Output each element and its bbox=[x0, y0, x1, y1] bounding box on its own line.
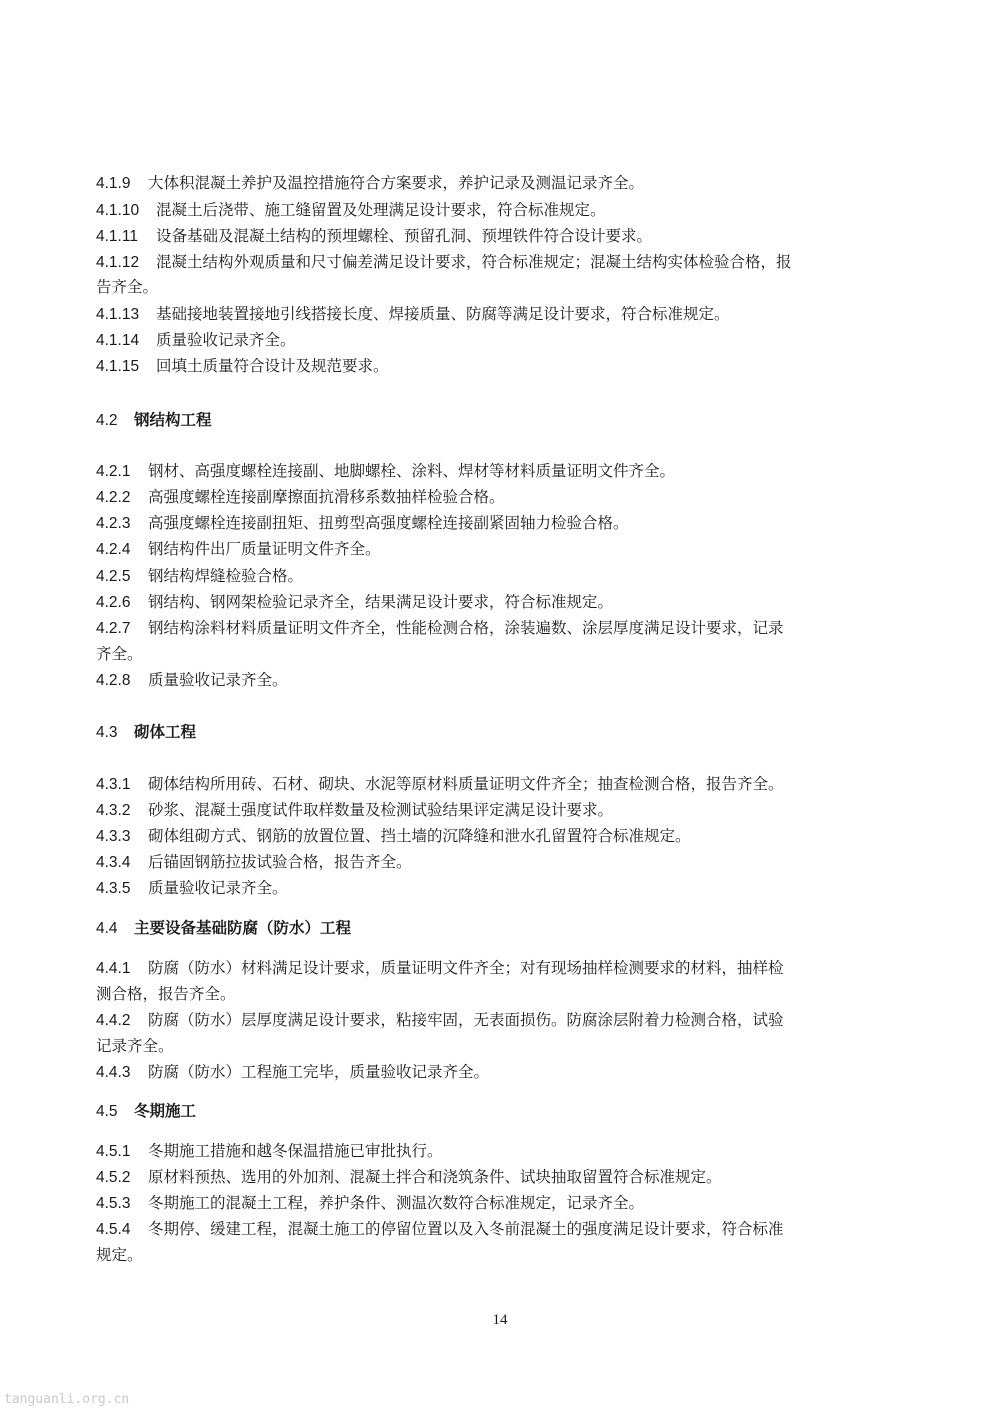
clause-number: 4.3.4 bbox=[96, 854, 131, 871]
clause-text: 钢结构焊缝检验合格。 bbox=[148, 567, 304, 585]
clause-4-2-2 bbox=[96, 487, 886, 508]
clause-4-2-5 bbox=[96, 566, 886, 587]
clause-text: 砌体组砌方式、钢筋的放置位置、挡土墙的沉降缝和泄水孔留置符合标准规定。 bbox=[148, 827, 691, 845]
clause-number: 4.2.2 bbox=[96, 489, 131, 506]
clause-text: 钢结构、钢网架检验记录齐全，结果满足设计要求，符合标准规定。 bbox=[148, 593, 614, 611]
clause-number: 4.5.4 bbox=[96, 1221, 131, 1238]
clause-number: 4.3.1 bbox=[96, 776, 131, 793]
section-title: 主要设备基础防腐（防水）工程 bbox=[134, 919, 352, 937]
clause-number: 4.1.12 bbox=[96, 254, 140, 271]
clause-text: 防腐（防水）材料满足设计要求，质量证明文件齐全；对有现场抽样检测要求的材料，抽样检 bbox=[148, 959, 784, 977]
section-heading-4-3 bbox=[96, 722, 196, 743]
clause-number: 4.3.2 bbox=[96, 802, 131, 819]
clause-number: 4.2.1 bbox=[96, 463, 131, 480]
clause-continuation: 记录齐全。 bbox=[96, 1037, 174, 1055]
clause-4-3-3 bbox=[96, 826, 886, 847]
clause-4-2-4 bbox=[96, 539, 886, 560]
clause-4-1-12 bbox=[96, 252, 886, 273]
section-title: 砌体工程 bbox=[134, 723, 197, 741]
clause-4-5-3 bbox=[96, 1193, 886, 1214]
clause-text: 后锚固钢筋拉拔试验合格，报告齐全。 bbox=[148, 853, 412, 871]
clause-4-5-4 bbox=[96, 1219, 886, 1240]
clause-text: 冬期施工措施和越冬保温措施已审批执行。 bbox=[148, 1142, 443, 1160]
clause-4-1-14 bbox=[96, 330, 886, 351]
clause-text: 砂浆、混凝土强度试件取样数量及检测试验结果评定满足设计要求。 bbox=[148, 801, 614, 819]
clause-text: 钢材、高强度螺栓连接副、地脚螺栓、涂料、焊材等材料质量证明文件齐全。 bbox=[148, 462, 676, 480]
clause-text: 高强度螺栓连接副扭矩、扭剪型高强度螺栓连接副紧固轴力检验合格。 bbox=[148, 514, 629, 532]
clause-4-5-1 bbox=[96, 1141, 886, 1162]
clause-text: 防腐（防水）层厚度满足设计要求，粘接牢固，无表面损伤。防腐涂层附着力检测合格，试验 bbox=[148, 1011, 784, 1029]
clause-number: 4.2.8 bbox=[96, 672, 131, 689]
clause-4-2-8 bbox=[96, 670, 886, 691]
section-number: 4.2 bbox=[96, 412, 118, 429]
clause-text: 基础接地装置接地引线搭接长度、焊接质量、防腐等满足设计要求，符合标准规定。 bbox=[156, 305, 730, 323]
section-title: 冬期施工 bbox=[134, 1102, 197, 1120]
clause-4-4-3 bbox=[96, 1062, 886, 1083]
clause-4-2-1 bbox=[96, 461, 886, 482]
clause-4-3-4 bbox=[96, 852, 886, 873]
clause-text: 设备基础及混凝土结构的预埋螺栓、预留孔洞、预埋铁件符合设计要求。 bbox=[156, 227, 653, 245]
clause-text: 防腐（防水）工程施工完毕，质量验收记录齐全。 bbox=[148, 1063, 490, 1081]
clause-text: 钢结构件出厂质量证明文件齐全。 bbox=[148, 540, 381, 558]
clause-4-3-1 bbox=[96, 774, 886, 795]
clause-4-3-5 bbox=[96, 878, 886, 899]
clause-number: 4.1.15 bbox=[96, 358, 140, 375]
clause-number: 4.5.3 bbox=[96, 1195, 131, 1212]
clause-number: 4.1.13 bbox=[96, 306, 140, 323]
clause-number: 4.1.14 bbox=[96, 332, 140, 349]
clause-4-2-7 bbox=[96, 618, 886, 639]
clause-4-5-2 bbox=[96, 1167, 886, 1188]
clause-4-1-11 bbox=[96, 226, 886, 247]
section-number: 4.5 bbox=[96, 1103, 118, 1120]
clause-number: 4.3.5 bbox=[96, 880, 131, 897]
section-number: 4.3 bbox=[96, 724, 118, 741]
clause-text: 大体积混凝土养护及温控措施符合方案要求，养护记录及测温记录齐全。 bbox=[148, 174, 645, 192]
clause-text: 砌体结构所用砖、石材、砌块、水泥等原材料质量证明文件齐全；抽查检测合格，报告齐全。 bbox=[148, 775, 784, 793]
clause-text: 冬期施工的混凝土工程，养护条件、测温次数符合标准规定，记录齐全。 bbox=[148, 1194, 645, 1212]
section-heading-4-5 bbox=[96, 1101, 196, 1122]
section-number: 4.4 bbox=[96, 920, 118, 937]
clause-4-1-15 bbox=[96, 356, 886, 377]
clause-continuation: 齐全。 bbox=[96, 645, 143, 663]
clause-continuation: 测合格，报告齐全。 bbox=[96, 985, 236, 1003]
clause-number: 4.2.4 bbox=[96, 541, 131, 558]
clause-continuation: 规定。 bbox=[96, 1246, 143, 1264]
clause-number: 4.5.2 bbox=[96, 1169, 131, 1186]
clause-number: 4.1.11 bbox=[96, 228, 138, 245]
clause-number: 4.4.2 bbox=[96, 1012, 131, 1029]
clause-text: 原材料预热、选用的外加剂、混凝土拌合和浇筑条件、试块抽取留置符合标准规定。 bbox=[148, 1168, 722, 1186]
clause-text: 质量验收记录齐全。 bbox=[148, 671, 288, 689]
clause-4-4-2 bbox=[96, 1010, 886, 1031]
clause-text: 混凝土后浇带、施工缝留置及处理满足设计要求，符合标准规定。 bbox=[156, 201, 606, 219]
page-number: 14 bbox=[492, 1312, 508, 1328]
clause-text: 回填土质量符合设计及规范要求。 bbox=[156, 357, 389, 375]
clause-4-1-9 bbox=[96, 173, 886, 194]
clause-text: 冬期停、缓建工程，混凝土施工的停留位置以及入冬前混凝土的强度满足设计要求，符合标准 bbox=[148, 1220, 784, 1238]
clause-number: 4.2.7 bbox=[96, 620, 131, 637]
clause-number: 4.2.3 bbox=[96, 515, 131, 532]
section-title: 钢结构工程 bbox=[134, 411, 212, 429]
section-heading-4-2 bbox=[96, 410, 212, 431]
clause-text: 混凝土结构外观质量和尺寸偏差满足设计要求，符合标准规定；混凝土结构实体检验合格，报 bbox=[156, 253, 792, 271]
clause-number: 4.4.1 bbox=[96, 960, 131, 977]
clause-continuation: 告齐全。 bbox=[96, 278, 159, 296]
clause-4-4-1 bbox=[96, 958, 886, 979]
clause-text: 质量验收记录齐全。 bbox=[148, 879, 288, 897]
clause-number: 4.5.1 bbox=[96, 1143, 131, 1160]
clause-4-2-6 bbox=[96, 592, 886, 613]
clause-number: 4.1.10 bbox=[96, 202, 140, 219]
clause-4-1-10 bbox=[96, 200, 886, 221]
clause-number: 4.2.5 bbox=[96, 568, 131, 585]
clause-text: 高强度螺栓连接副摩擦面抗滑移系数抽样检验合格。 bbox=[148, 488, 505, 506]
clause-text: 质量验收记录齐全。 bbox=[156, 331, 296, 349]
clause-number: 4.2.6 bbox=[96, 594, 131, 611]
section-heading-4-4 bbox=[96, 918, 351, 939]
clause-text: 钢结构涂料材料质量证明文件齐全，性能检测合格，涂装遍数、涂层厚度满足设计要求，记录 bbox=[148, 619, 784, 637]
watermark-text: tanguanli.org.cn bbox=[4, 1392, 130, 1407]
clause-4-3-2 bbox=[96, 800, 886, 821]
clause-number: 4.1.9 bbox=[96, 175, 131, 192]
clause-number: 4.3.3 bbox=[96, 828, 131, 845]
clause-number: 4.4.3 bbox=[96, 1064, 131, 1081]
clause-4-2-3 bbox=[96, 513, 886, 534]
clause-4-1-13 bbox=[96, 304, 886, 325]
